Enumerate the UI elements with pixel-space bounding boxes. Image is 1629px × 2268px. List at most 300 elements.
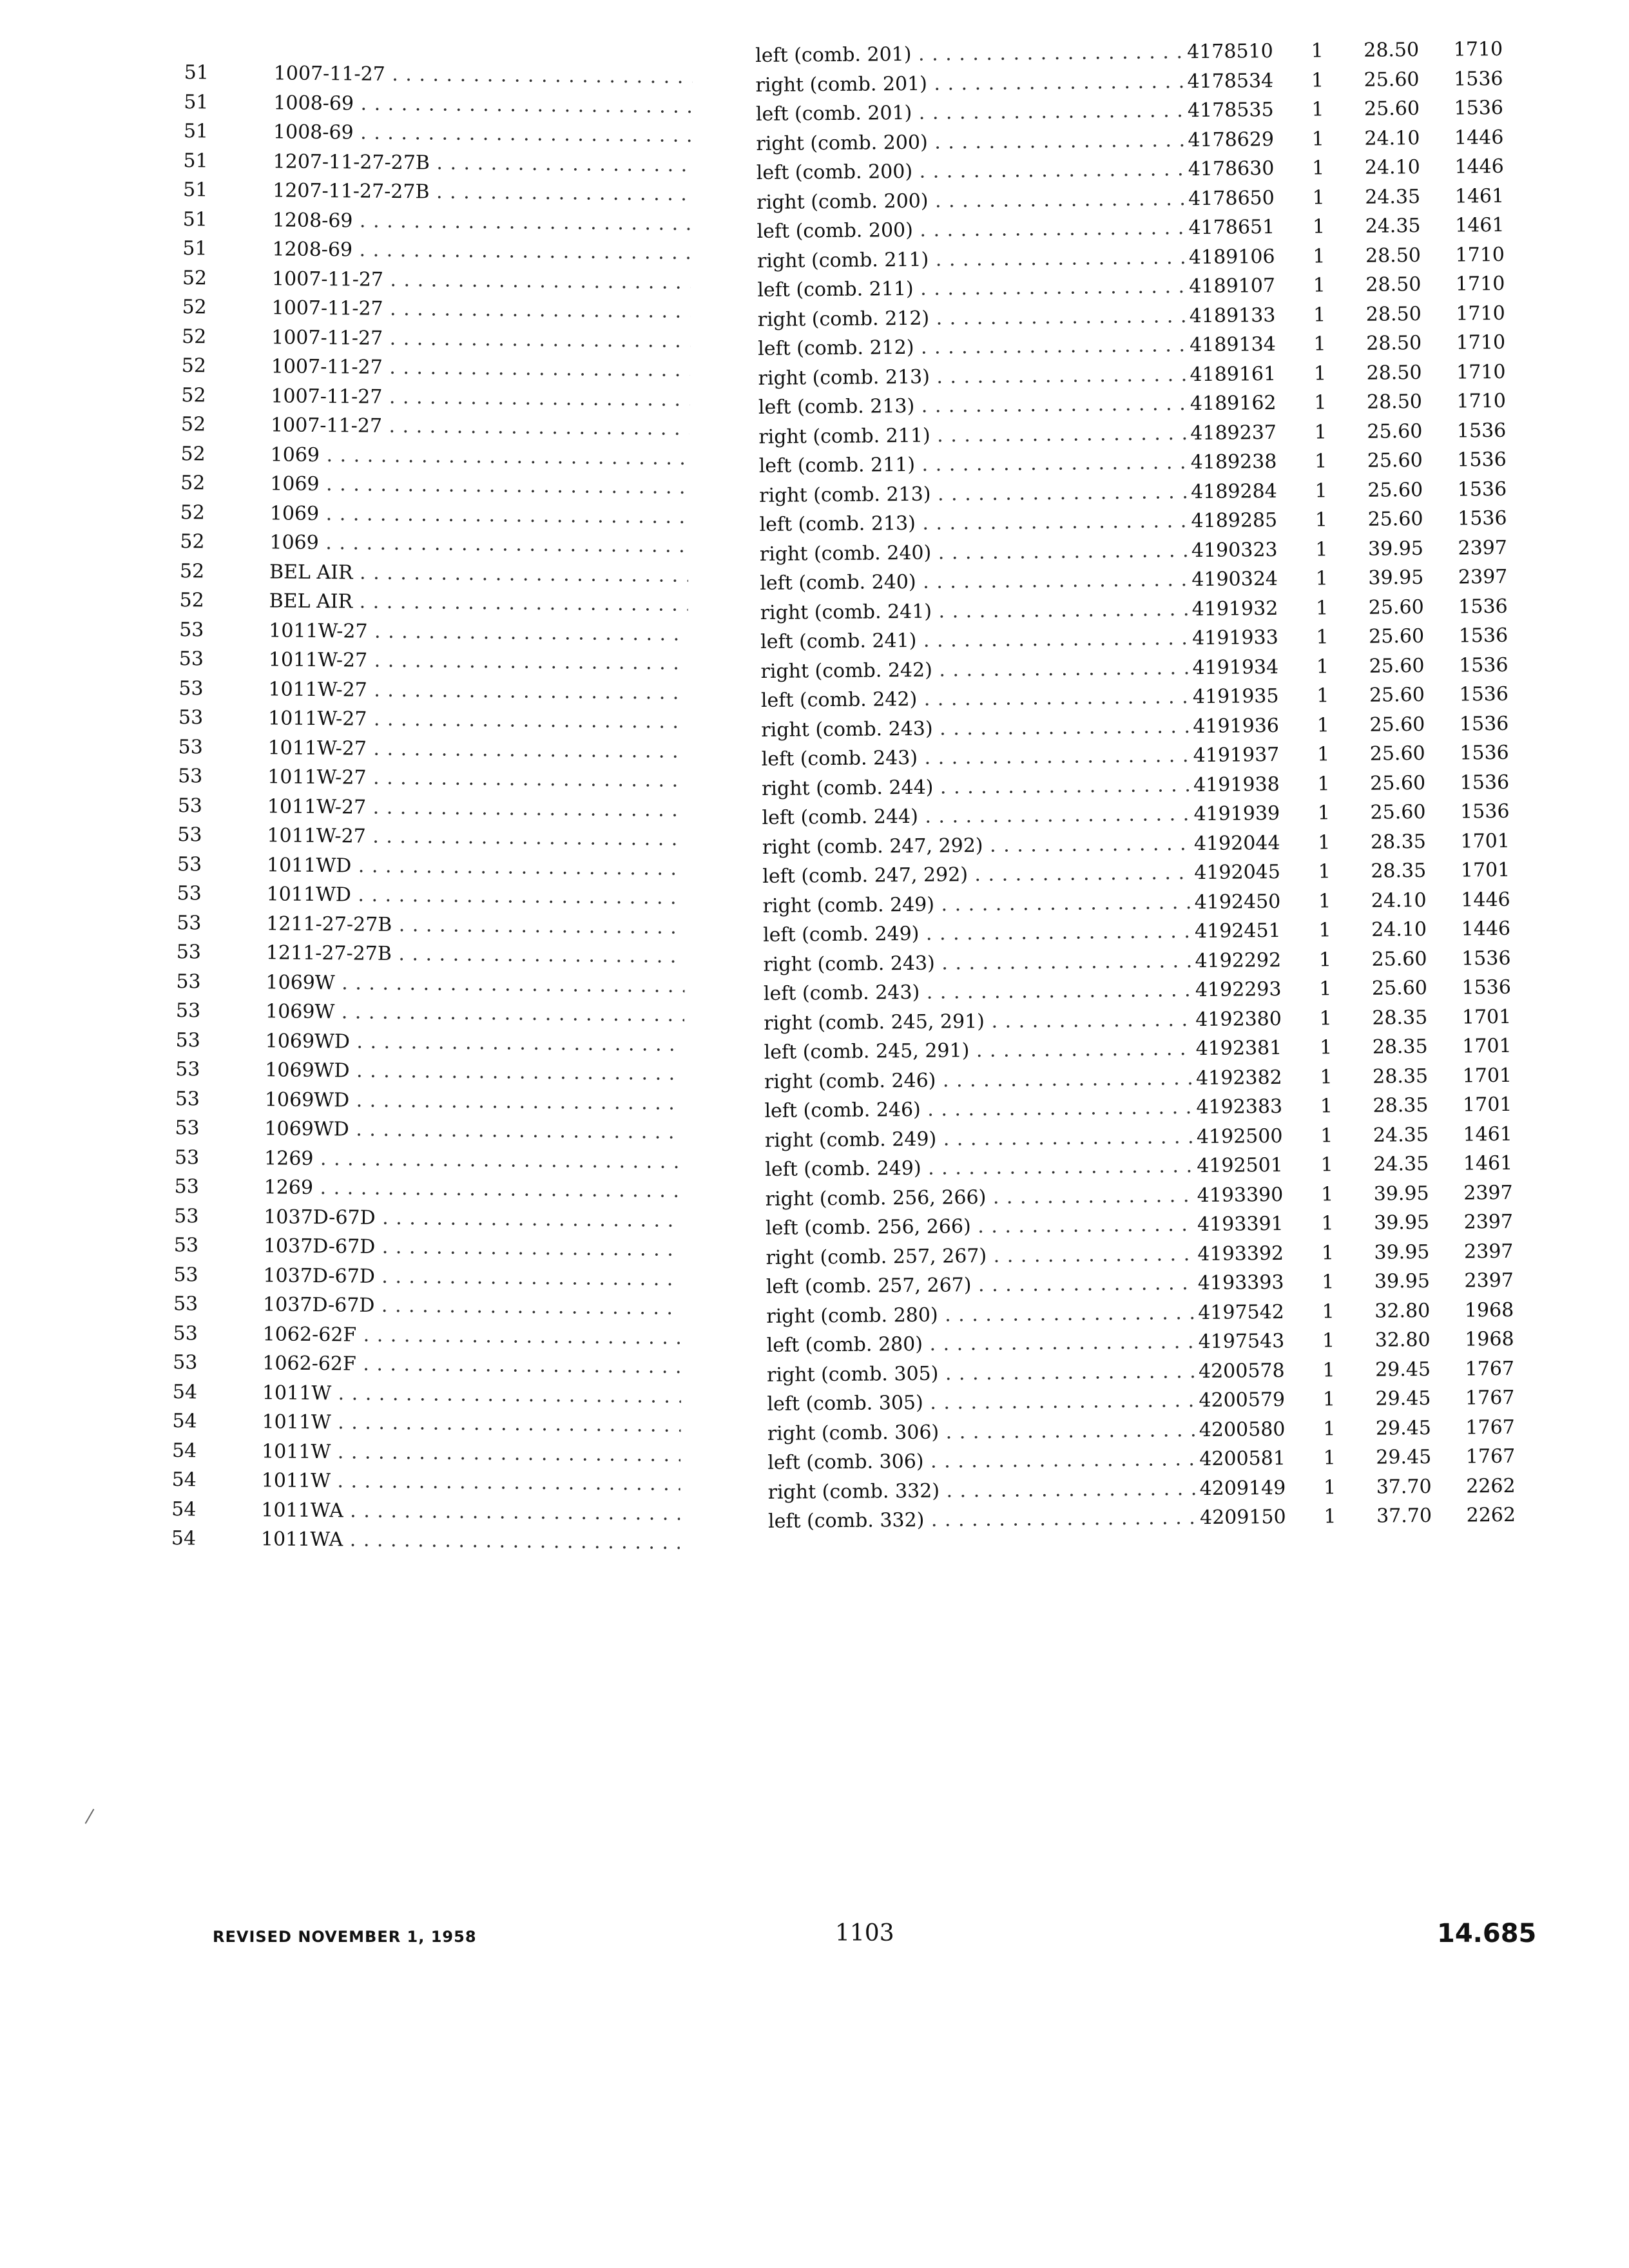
model-row bbox=[168, 703, 697, 737]
description-cell bbox=[767, 1386, 1195, 1419]
code-cell: 2397 bbox=[1464, 1269, 1514, 1293]
model-cell bbox=[261, 1495, 680, 1528]
description-cell bbox=[764, 1064, 1193, 1097]
model-text: 1011W-27 . . . bbox=[268, 678, 687, 707]
description-text: left (comb. 212) . . . bbox=[758, 331, 1186, 360]
year-cell: 52 bbox=[180, 413, 206, 436]
description-cell bbox=[763, 888, 1191, 921]
model-cell bbox=[269, 586, 688, 619]
description-cell bbox=[761, 712, 1190, 745]
year-cell: 53 bbox=[175, 999, 201, 1023]
code-cell: 2397 bbox=[1458, 536, 1508, 560]
description-cell bbox=[758, 331, 1186, 363]
description-text: right (comb. 305) . . . bbox=[767, 1357, 1195, 1387]
description-text: right (comb. 200) . . . bbox=[756, 126, 1184, 155]
model-cell bbox=[269, 616, 688, 649]
description-cell bbox=[757, 272, 1186, 305]
code-cell: 1701 bbox=[1460, 858, 1510, 882]
year-cell: 51 bbox=[183, 149, 208, 172]
year-cell: 51 bbox=[184, 90, 209, 113]
code-cell: 1968 bbox=[1465, 1327, 1514, 1351]
model-cell bbox=[272, 235, 691, 267]
model-cell bbox=[264, 1144, 683, 1177]
year-cell: 53 bbox=[173, 1321, 198, 1345]
code-cell: 1701 bbox=[1462, 1034, 1512, 1058]
description-text: right (comb. 243) . . . bbox=[761, 712, 1190, 742]
model-text: BEL AIR . . . bbox=[269, 590, 688, 619]
model-row bbox=[167, 849, 695, 883]
part-number-cell: 4191938 bbox=[1193, 773, 1280, 796]
code-cell: 1710 bbox=[1455, 243, 1505, 267]
code-cell: 2262 bbox=[1466, 1503, 1516, 1527]
code-cell: 1701 bbox=[1461, 1005, 1512, 1028]
model-text: BEL AIR . . . bbox=[269, 561, 688, 590]
year-cell: 53 bbox=[175, 1117, 200, 1140]
year-cell: 52 bbox=[179, 559, 205, 582]
quantity-cell: 1 bbox=[1312, 215, 1325, 238]
description-cell bbox=[759, 506, 1188, 539]
model-cell bbox=[273, 176, 691, 209]
price-cell: 25.60 bbox=[1364, 68, 1420, 91]
model-row bbox=[168, 673, 697, 707]
quantity-cell: 1 bbox=[1320, 1182, 1334, 1206]
description-cell bbox=[758, 360, 1186, 393]
code-cell: 1767 bbox=[1465, 1357, 1515, 1380]
model-row bbox=[162, 1436, 690, 1470]
price-cell: 24.35 bbox=[1365, 215, 1421, 238]
part-number-cell: 4189133 bbox=[1189, 303, 1276, 327]
model-row bbox=[169, 644, 697, 678]
code-cell: 1536 bbox=[1454, 96, 1504, 120]
year-cell: 53 bbox=[177, 911, 202, 934]
model-text: 1069 . . . bbox=[270, 502, 689, 531]
model-text: 1037D-67D . . . bbox=[264, 1235, 682, 1264]
price-cell: 28.35 bbox=[1371, 859, 1427, 883]
quantity-cell: 1 bbox=[1316, 626, 1329, 649]
year-cell: 53 bbox=[173, 1293, 198, 1316]
description-cell bbox=[762, 858, 1191, 891]
model-text: 1011WD . . . bbox=[267, 854, 686, 883]
year-cell: 52 bbox=[181, 354, 207, 378]
code-cell: 1536 bbox=[1457, 477, 1507, 501]
description-text: right (comb. 249) . . . bbox=[765, 1122, 1193, 1152]
model-text: 1007-11-27 . . . bbox=[271, 326, 690, 356]
part-number-cell: 4192450 bbox=[1194, 890, 1281, 914]
model-text: 1069WD . . . bbox=[265, 1030, 684, 1059]
quantity-cell: 1 bbox=[1318, 919, 1331, 942]
part-number-cell: 4193391 bbox=[1197, 1212, 1284, 1236]
model-text: 1011W-27 . . . bbox=[269, 648, 688, 678]
part-number-cell: 4189237 bbox=[1190, 421, 1277, 445]
part-number-cell: 4193392 bbox=[1197, 1242, 1284, 1265]
model-cell bbox=[271, 323, 690, 356]
model-row bbox=[169, 615, 697, 649]
model-cell bbox=[262, 1349, 681, 1381]
code-cell: 1710 bbox=[1456, 360, 1506, 384]
description-cell bbox=[755, 37, 1184, 70]
part-number-cell: 4209149 bbox=[1199, 1476, 1286, 1500]
description-text: left (comb. 240) . . . bbox=[760, 565, 1188, 595]
description-text: left (comb. 211) . . . bbox=[757, 272, 1186, 302]
description-cell bbox=[760, 624, 1189, 657]
description-text: right (comb. 213) . . . bbox=[758, 360, 1186, 390]
quantity-cell: 1 bbox=[1323, 1475, 1336, 1499]
year-cell: 54 bbox=[171, 1468, 197, 1492]
model-row bbox=[172, 263, 700, 297]
model-row bbox=[171, 410, 699, 444]
year-cell: 53 bbox=[173, 1263, 198, 1286]
quantity-cell: 1 bbox=[1313, 244, 1325, 267]
year-cell: 53 bbox=[173, 1234, 199, 1257]
price-cell: 28.50 bbox=[1365, 273, 1422, 296]
model-text: 1011W-27 . . . bbox=[268, 736, 687, 766]
description-text: right (comb. 257, 267) . . . bbox=[766, 1240, 1194, 1269]
description-cell bbox=[765, 1151, 1193, 1184]
price-cell: 24.10 bbox=[1364, 156, 1420, 179]
year-cell: 54 bbox=[171, 1527, 197, 1550]
code-cell: 1701 bbox=[1460, 829, 1510, 852]
part-number-cell: 4178534 bbox=[1187, 69, 1274, 93]
description-cell bbox=[764, 1093, 1193, 1126]
code-cell: 1968 bbox=[1464, 1298, 1514, 1321]
description-text: left (comb. 244) . . . bbox=[762, 800, 1190, 829]
code-cell: 1710 bbox=[1456, 389, 1507, 413]
part-number-cell: 4191936 bbox=[1193, 714, 1280, 738]
model-row bbox=[161, 1494, 689, 1528]
model-text: 1011WD . . . bbox=[267, 883, 686, 912]
quantity-cell: 1 bbox=[1313, 332, 1326, 356]
quantity-cell: 1 bbox=[1320, 1153, 1333, 1177]
model-row bbox=[173, 87, 702, 121]
model-row bbox=[166, 937, 695, 972]
model-cell bbox=[271, 381, 689, 414]
model-text: 1011W-27 . . . bbox=[268, 707, 687, 736]
model-cell bbox=[263, 1261, 682, 1294]
model-text: 1069 . . . bbox=[270, 472, 689, 501]
description-text: left (comb. 247, 292) . . . bbox=[762, 858, 1191, 888]
code-cell: 1536 bbox=[1460, 771, 1510, 794]
model-text: 1037D-67D . . . bbox=[263, 1293, 682, 1323]
model-row bbox=[167, 820, 695, 854]
price-cell: 28.35 bbox=[1372, 1006, 1428, 1030]
part-number-cell: 4192380 bbox=[1195, 1007, 1282, 1031]
code-cell: 1701 bbox=[1462, 1093, 1512, 1117]
year-cell: 53 bbox=[178, 706, 204, 729]
model-text: 1069 . . . bbox=[270, 443, 689, 472]
model-row bbox=[168, 791, 696, 825]
year-cell: 54 bbox=[172, 1380, 198, 1403]
code-cell: 2397 bbox=[1458, 565, 1508, 589]
model-cell bbox=[265, 968, 684, 1001]
part-number-cell: 4190323 bbox=[1191, 538, 1278, 562]
price-cell: 28.35 bbox=[1373, 1064, 1429, 1088]
part-number-cell: 4193390 bbox=[1197, 1183, 1284, 1207]
model-text: 1208-69 . . . bbox=[272, 238, 691, 267]
description-cell bbox=[764, 1005, 1192, 1038]
description-text: left (comb. 242) . . . bbox=[761, 682, 1190, 712]
description-cell bbox=[764, 975, 1192, 1008]
quantity-cell: 1 bbox=[1312, 157, 1325, 180]
quantity-cell: 1 bbox=[1320, 1124, 1333, 1147]
price-cell: 24.10 bbox=[1371, 918, 1427, 941]
model-row bbox=[164, 1172, 693, 1206]
model-cell bbox=[262, 1466, 680, 1499]
model-cell bbox=[261, 1524, 680, 1557]
model-text: 1007-11-27 . . . bbox=[271, 385, 689, 414]
part-number-cell: 4200581 bbox=[1199, 1446, 1286, 1471]
model-row bbox=[171, 351, 700, 385]
description-text: right (comb. 213) . . . bbox=[759, 477, 1188, 507]
model-text: 1007-11-27 . . . bbox=[271, 355, 690, 385]
model-text: 1211-27-27B . . . bbox=[266, 941, 685, 971]
page-number: 1103 bbox=[835, 1920, 894, 1946]
price-cell: 25.60 bbox=[1371, 976, 1428, 1000]
model-cell bbox=[265, 1055, 684, 1088]
model-text: 1011W . . . bbox=[262, 1469, 680, 1498]
code-cell: 1536 bbox=[1460, 800, 1510, 823]
model-text: 1011W . . . bbox=[262, 1410, 680, 1439]
year-cell: 53 bbox=[174, 1175, 199, 1198]
model-row bbox=[171, 293, 700, 327]
price-cell: 37.70 bbox=[1376, 1475, 1432, 1499]
model-row bbox=[166, 1025, 694, 1059]
model-text: 1269 . . . bbox=[264, 1176, 683, 1205]
quantity-cell: 1 bbox=[1322, 1329, 1335, 1352]
code-cell: 1536 bbox=[1460, 741, 1509, 765]
price-cell: 25.60 bbox=[1369, 683, 1425, 707]
code-cell: 1701 bbox=[1462, 1064, 1512, 1087]
description-text: right (comb. 245, 291) . . . bbox=[764, 1005, 1192, 1035]
part-number-cell: 4192381 bbox=[1195, 1036, 1282, 1061]
description-cell bbox=[761, 682, 1190, 715]
price-cell: 28.50 bbox=[1366, 390, 1423, 414]
description-cell bbox=[756, 126, 1184, 159]
model-text: 1269 . . . bbox=[264, 1147, 683, 1176]
description-text: right (comb. 249) . . . bbox=[763, 888, 1191, 918]
price-cell: 29.45 bbox=[1375, 1416, 1431, 1440]
quantity-cell: 1 bbox=[1316, 684, 1329, 707]
part-number-cell: 4189134 bbox=[1189, 332, 1276, 357]
year-cell: 53 bbox=[179, 618, 204, 641]
model-cell bbox=[263, 1290, 682, 1323]
part-number-cell: 4192451 bbox=[1194, 919, 1281, 943]
code-cell: 1446 bbox=[1461, 917, 1511, 941]
price-cell: 28.35 bbox=[1372, 1035, 1428, 1059]
description-cell bbox=[757, 184, 1185, 217]
description-cell bbox=[757, 243, 1186, 276]
quantity-cell: 1 bbox=[1320, 1065, 1333, 1088]
part-row bbox=[768, 1500, 1567, 1536]
year-cell: 53 bbox=[174, 1204, 199, 1227]
part-number-cell: 4200580 bbox=[1199, 1418, 1286, 1441]
model-text: 1011WA . . . bbox=[261, 1499, 680, 1528]
model-cell bbox=[270, 440, 689, 473]
quantity-cell: 1 bbox=[1314, 420, 1327, 443]
price-cell: 28.50 bbox=[1366, 331, 1422, 355]
price-cell: 28.50 bbox=[1364, 39, 1420, 62]
part-number-cell: 4178650 bbox=[1188, 186, 1275, 210]
code-cell: 1461 bbox=[1455, 213, 1505, 237]
description-cell bbox=[760, 536, 1188, 569]
model-text: 1037D-67D . . . bbox=[263, 1264, 682, 1294]
part-number-cell: 4192383 bbox=[1196, 1095, 1283, 1119]
description-text: left (comb. 201) . . . bbox=[755, 37, 1184, 67]
quantity-cell: 1 bbox=[1319, 1006, 1332, 1030]
part-number-cell: 4189107 bbox=[1189, 274, 1276, 298]
model-cell bbox=[269, 645, 688, 678]
model-cell bbox=[273, 206, 691, 238]
quantity-cell: 1 bbox=[1316, 655, 1329, 678]
description-cell bbox=[755, 67, 1184, 100]
code-cell: 1767 bbox=[1465, 1416, 1515, 1439]
model-row bbox=[162, 1465, 690, 1499]
quantity-cell: 1 bbox=[1322, 1300, 1335, 1323]
price-cell: 28.50 bbox=[1366, 361, 1422, 385]
model-row bbox=[164, 1231, 692, 1265]
model-cell bbox=[262, 1407, 680, 1440]
part-number-cell: 4178651 bbox=[1188, 215, 1275, 240]
description-cell bbox=[758, 389, 1187, 422]
parts-list bbox=[755, 34, 1567, 1536]
model-row bbox=[173, 204, 701, 238]
description-text: left (comb. 213) . . . bbox=[758, 389, 1187, 419]
price-cell: 25.60 bbox=[1371, 947, 1427, 971]
description-cell bbox=[759, 448, 1188, 481]
year-cell: 53 bbox=[177, 823, 202, 847]
model-cell bbox=[274, 59, 693, 91]
quantity-cell: 1 bbox=[1321, 1241, 1335, 1264]
description-text: left (comb. 200) . . . bbox=[757, 213, 1185, 243]
model-cell bbox=[266, 879, 685, 912]
model-cell bbox=[264, 1202, 682, 1235]
description-text: right (comb. 212) . . . bbox=[758, 302, 1186, 331]
description-cell bbox=[768, 1503, 1197, 1536]
description-text: right (comb. 240) . . . bbox=[760, 536, 1188, 566]
quantity-cell: 1 bbox=[1311, 98, 1324, 121]
model-text: 1007-11-27 . . . bbox=[272, 267, 691, 297]
description-text: right (comb. 247, 292) . . . bbox=[762, 829, 1191, 859]
year-cell: 52 bbox=[179, 589, 204, 612]
model-row bbox=[166, 996, 694, 1030]
model-cell bbox=[265, 1085, 684, 1118]
code-cell: 1536 bbox=[1459, 682, 1509, 706]
part-number-cell: 4193393 bbox=[1197, 1271, 1284, 1295]
model-cell bbox=[262, 1437, 680, 1470]
code-cell: 1446 bbox=[1461, 888, 1510, 911]
description-text: left (comb. 249) . . . bbox=[765, 1151, 1193, 1181]
stray-pen-mark bbox=[85, 1809, 95, 1824]
description-cell bbox=[756, 96, 1184, 129]
model-text: 1069WD . . . bbox=[265, 1059, 684, 1088]
year-cell: 53 bbox=[178, 648, 204, 671]
part-number-cell: 4192292 bbox=[1195, 948, 1282, 972]
price-cell: 25.60 bbox=[1364, 97, 1420, 120]
model-row bbox=[173, 117, 702, 151]
model-cell bbox=[270, 499, 689, 532]
model-cell bbox=[265, 1026, 684, 1059]
year-cell: 51 bbox=[183, 120, 209, 143]
price-cell: 28.35 bbox=[1373, 1093, 1429, 1117]
model-row bbox=[169, 586, 697, 620]
quantity-cell: 1 bbox=[1311, 39, 1324, 62]
description-text: right (comb. 211) . . . bbox=[757, 243, 1186, 273]
model-cell bbox=[267, 792, 686, 825]
price-cell: 25.60 bbox=[1367, 478, 1423, 502]
part-number-cell: 4192293 bbox=[1195, 977, 1282, 1002]
model-row bbox=[163, 1318, 691, 1352]
model-cell bbox=[271, 293, 690, 326]
part-number-cell: 4191932 bbox=[1191, 597, 1278, 620]
description-cell bbox=[760, 653, 1189, 686]
code-cell: 1710 bbox=[1456, 331, 1506, 354]
price-cell: 24.10 bbox=[1364, 126, 1420, 150]
description-cell bbox=[758, 419, 1187, 452]
part-number-cell: 4189161 bbox=[1190, 362, 1277, 386]
description-text: right (comb. 256, 266) . . . bbox=[766, 1181, 1194, 1211]
model-cell bbox=[267, 733, 686, 766]
year-cell: 53 bbox=[176, 970, 201, 993]
price-cell: 32.80 bbox=[1374, 1328, 1431, 1352]
quantity-cell: 1 bbox=[1320, 1095, 1333, 1118]
quantity-cell: 1 bbox=[1322, 1358, 1335, 1381]
model-cell bbox=[269, 557, 688, 590]
year-cell: 54 bbox=[172, 1410, 197, 1433]
part-number-cell: 4178510 bbox=[1187, 39, 1273, 64]
model-cell bbox=[270, 469, 689, 502]
price-cell: 28.50 bbox=[1365, 244, 1422, 267]
price-cell: 28.35 bbox=[1370, 830, 1427, 854]
description-cell bbox=[758, 302, 1186, 334]
part-number-cell: 4178630 bbox=[1188, 157, 1275, 181]
price-cell: 29.45 bbox=[1376, 1445, 1432, 1469]
model-cell bbox=[273, 88, 692, 121]
model-row bbox=[165, 1084, 693, 1118]
year-cell: 53 bbox=[175, 1058, 200, 1081]
quantity-cell: 1 bbox=[1319, 1036, 1333, 1059]
part-number-cell: 4190324 bbox=[1191, 567, 1278, 591]
description-text: right (comb. 201) . . . bbox=[755, 67, 1184, 97]
model-cell bbox=[271, 410, 689, 443]
price-cell: 39.95 bbox=[1374, 1240, 1430, 1264]
year-cell: 53 bbox=[178, 765, 203, 788]
code-cell: 1536 bbox=[1461, 947, 1511, 970]
description-text: right (comb. 244) . . . bbox=[762, 771, 1190, 800]
price-cell: 24.35 bbox=[1373, 1152, 1429, 1176]
part-number-cell: 4192044 bbox=[1193, 831, 1280, 855]
year-cell: 53 bbox=[175, 1028, 200, 1052]
code-cell: 2262 bbox=[1466, 1474, 1516, 1497]
description-text: left (comb. 213) . . . bbox=[759, 506, 1188, 536]
part-number-cell: 4189162 bbox=[1190, 391, 1277, 416]
year-cell: 52 bbox=[180, 442, 206, 465]
description-text: right (comb. 332) . . . bbox=[767, 1474, 1196, 1504]
code-cell: 1710 bbox=[1453, 37, 1503, 61]
quantity-cell: 1 bbox=[1319, 977, 1332, 1001]
model-text: 1011W-27 . . . bbox=[267, 795, 686, 825]
description-cell bbox=[764, 1034, 1193, 1067]
year-cell: 53 bbox=[178, 677, 204, 700]
model-row bbox=[168, 732, 696, 766]
code-cell: 1536 bbox=[1456, 419, 1507, 443]
year-cell: 53 bbox=[176, 941, 202, 964]
code-cell: 1536 bbox=[1458, 624, 1509, 648]
model-text: 1008-69 . . . bbox=[273, 91, 692, 121]
model-row bbox=[166, 966, 694, 1001]
model-text: 1037D-67D . . . bbox=[264, 1206, 682, 1235]
quantity-cell: 1 bbox=[1324, 1505, 1336, 1528]
model-row bbox=[171, 322, 700, 356]
description-text: left (comb. 249) . . . bbox=[763, 917, 1191, 947]
